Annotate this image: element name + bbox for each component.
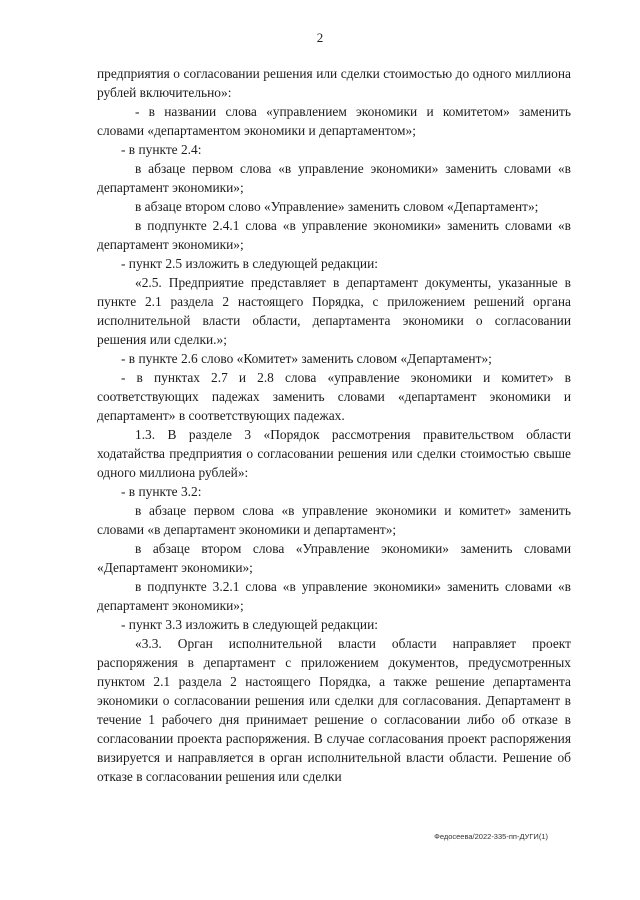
- page-number: 2: [316, 30, 324, 45]
- paragraph: в подпункте 3.2.1 слова «в управление экономики» заменить словами «в департамент экономики»;: [97, 579, 571, 613]
- paragraph: в подпункте 2.4.1 слова «в управление экономики» заменить словами «в департамент экономики»;: [97, 218, 571, 252]
- paragraph: - пункт 2.5 изложить в следующей редакции:: [121, 256, 378, 271]
- paragraph: в абзаце втором слово «Управление» заменить словом «Департамент»;: [135, 199, 539, 214]
- paragraph: в абзаце втором слова «Управление экономики» заменить словами «Департамент экономики»;: [97, 541, 571, 575]
- document-body: [97, 64, 571, 786]
- document-reference-code: Федосеева/2022-335-пп-ДУГИ(1): [434, 832, 548, 841]
- paragraph: - в пункте 3.2:: [121, 484, 202, 499]
- paragraph: «3.3. Орган исполнительной власти области направляет проект распоряжения в департамент с приложением документов, предусмотренных пунктом 2.1 раздела 2 настоящего Порядка, а также решение департамента экономики о согласовании решения или сделки для согласования. Департамент в течение 1 рабочего дня принимает решение о согласовании либо об отказе в согласовании проекта распоряжения. В случае согласования проект распоряжения визируется и направляется в орган исполнительной власти области. Решение об отказе в согласовании решения или сделки: [97, 636, 571, 784]
- paragraph: - в пункте 2.4:: [121, 142, 202, 157]
- paragraph: - в пункте 2.6 слово «Комитет» заменить словом «Департамент»;: [121, 351, 492, 366]
- paragraph: - в названии слова «управлением экономики и комитетом» заменить словами «департаментом экономики и департаментом»;: [97, 104, 571, 138]
- paragraph: «2.5. Предприятие представляет в департамент документы, указанные в пункте 2.1 раздела 2 настоящего Порядка, с приложением решений органа исполнительной власти области, департамента экономики о согласовании решения или сделки.»;: [97, 275, 571, 347]
- paragraph: предприятия о согласовании решения или сделки стоимостью до одного миллиона рублей включительно»:: [97, 66, 571, 100]
- paragraph: - пункт 3.3 изложить в следующей редакции:: [121, 617, 378, 632]
- paragraph: 1.3. В разделе 3 «Порядок рассмотрения правительством области ходатайства предприятия о согласовании решения или сделки стоимостью свыше одного миллиона рублей»:: [97, 427, 571, 480]
- paragraph: - в пунктах 2.7 и 2.8 слова «управление экономики и комитет» в соответствующих падежах заменить словами «департамент экономики и департамент» в соответствующих падежах.: [97, 370, 571, 423]
- paragraph: в абзаце первом слова «в управление экономики» заменить словами «в департамент экономики»;: [97, 161, 571, 195]
- paragraph: в абзаце первом слова «в управление экономики и комитет» заменить словами «в департамент экономики и департамент»;: [97, 503, 571, 537]
